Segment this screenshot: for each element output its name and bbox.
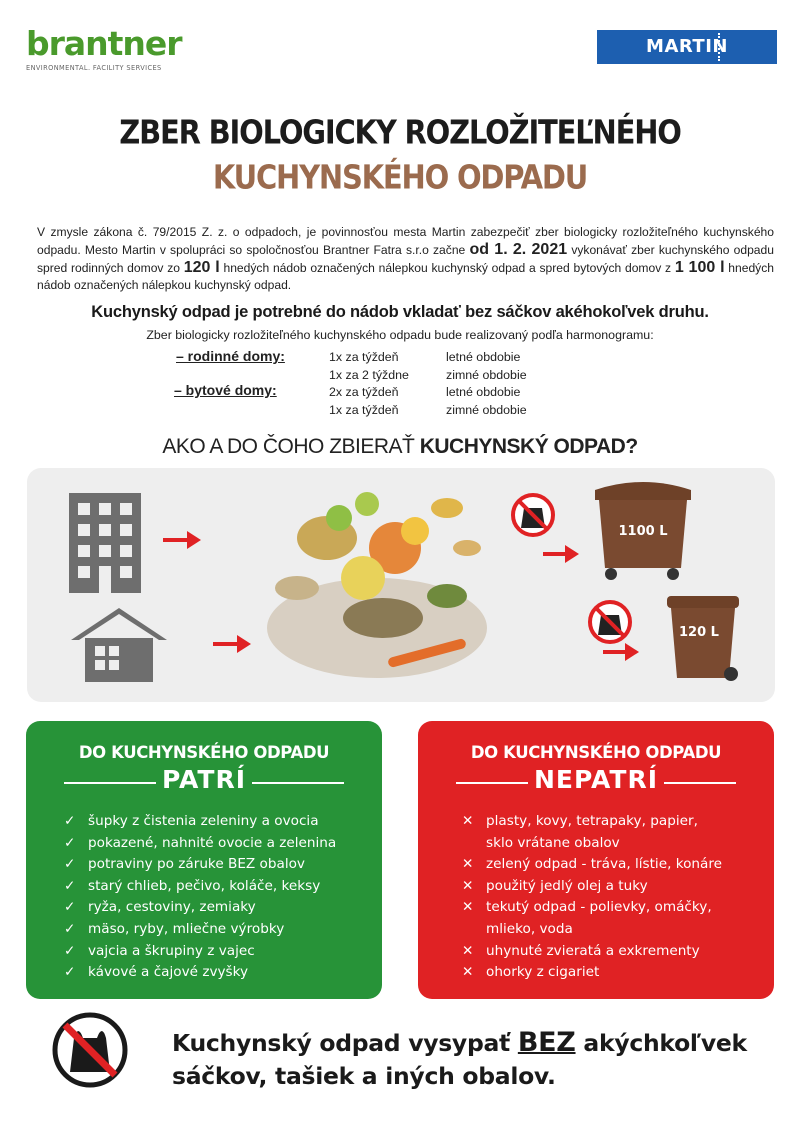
list-item (462, 919, 722, 941)
schedule-frequency: 1x za týždeň (329, 402, 399, 417)
arrow-right-icon (163, 531, 201, 549)
cross-icon: ✕ (462, 813, 474, 829)
list-item-text: mäso, ryby, mliečne výrobky (88, 920, 285, 937)
brantner-logo-word: brantner (26, 24, 182, 63)
intro-large-bin-size: 1 100 l (674, 259, 725, 276)
apartment-building-icon (69, 493, 141, 593)
schedule-period: letné obdobie (446, 350, 521, 364)
forbidden-list (462, 811, 722, 984)
allowed-list (64, 811, 336, 984)
allowed-items-box (26, 721, 382, 999)
list-item-text: ryža, cestoviny, zemiaky (88, 899, 256, 916)
bottom-message-part-1: Kuchynský odpad vysypať (172, 1029, 518, 1057)
small-bin-label: 120 L (679, 625, 719, 640)
allowed-subheading: PATRÍ (161, 765, 247, 794)
small-bin-icon (667, 596, 739, 681)
schedule-frequency: 2x za týždeň (329, 385, 399, 399)
how-to-emphasis: KUCHYNSKÝ ODPAD? (419, 435, 638, 458)
bottom-message-emphasis: BEZ (517, 1027, 576, 1058)
list-item (462, 854, 722, 876)
cross-icon: ✕ (462, 856, 474, 873)
check-icon: ✓ (64, 877, 76, 894)
intro-part-4: hnedých nádob označených nálepkou kuchynský odpad. (37, 261, 774, 292)
check-icon: ✓ (64, 920, 76, 937)
arrow-right-icon (603, 643, 639, 661)
cross-icon: ✕ (462, 964, 474, 981)
list-item (462, 833, 722, 855)
list-item (462, 897, 722, 919)
cross-icon: ✕ (462, 942, 474, 959)
house-icon (71, 608, 167, 682)
list-item-text: tekutý odpad - polievky, omáčky, (486, 899, 712, 916)
intro-small-bin-size: 120 l (183, 259, 220, 276)
schedule-apartment-houses-label: – bytové domy: (174, 382, 277, 398)
forbidden-heading: DO KUCHYNSKÉHO ODPADU (470, 743, 722, 762)
intro-paragraph (37, 224, 774, 294)
title-line-2: KUCHYNSKÉHO ODPADU (212, 157, 588, 197)
list-item (64, 941, 336, 963)
food-waste-image (267, 492, 487, 678)
bottom-message-part-2: akýchkoľvek (575, 1029, 747, 1057)
list-item (462, 876, 722, 898)
check-icon: ✓ (64, 834, 76, 851)
cross-icon: ✕ (462, 899, 474, 916)
forbidden-items-box (418, 721, 774, 999)
allowed-heading: DO KUCHYNSKÉHO ODPADU (78, 743, 330, 762)
schedule-frequency: 1x za týždeň (329, 350, 399, 364)
list-item-text: vajcia a škrupiny z vajec (88, 942, 255, 959)
arrow-right-icon (213, 635, 251, 653)
schedule-period: zimné obdobie (446, 367, 527, 382)
list-item-text: použitý jedlý olej a tuky (486, 877, 648, 894)
how-to-prefix: AKO A DO ČOHO ZBIERAŤ (162, 435, 420, 458)
list-item (64, 854, 336, 876)
title-line-1: ZBER BIOLOGICKY ROZLOŽITEĽNÉHO (119, 112, 681, 152)
intro-start-date: od 1. 2. 2021 (469, 241, 568, 258)
schedule-family-houses-label: – rodinné domy: (176, 348, 285, 364)
check-icon: ✓ (64, 813, 76, 829)
list-item (462, 941, 722, 963)
schedule-period: letné obdobie (446, 385, 521, 399)
divider (664, 782, 736, 784)
martin-logo-text: MARTIN (646, 36, 728, 57)
collection-illustration (27, 468, 775, 702)
forbidden-subheading-row (418, 765, 774, 799)
martin-logo (597, 30, 777, 64)
no-bags-notice: Kuchynský odpad je potrebné do nádob vkladať bez sáčkov akéhokoľvek druhu. (91, 303, 709, 321)
schedule-frequency: 1x za 2 týždne (329, 367, 409, 382)
list-item-text: potraviny po záruke BEZ obalov (88, 856, 305, 873)
no-bag-icon (50, 1010, 130, 1090)
forbidden-subheading: NEPATRÍ (533, 765, 659, 794)
intro-part-3: hnedých nádob označených nálepkou kuchynský odpad a spred bytových domov z (219, 261, 675, 275)
martin-logo-divider (718, 33, 720, 61)
no-bag-icon (590, 602, 630, 642)
schedule-period: zimné obdobie (446, 402, 527, 417)
list-item (462, 962, 722, 984)
large-bin-icon (595, 482, 691, 580)
list-item-text: uhynuté zvieratá a exkrementy (486, 942, 700, 959)
list-item (64, 919, 336, 941)
list-item-text: kávové a čajové zvyšky (88, 964, 249, 981)
intro-part-2: vykonávať zber kuchynského odpadu spred rodinných domov zo (37, 243, 774, 275)
illustration-svg (27, 468, 775, 702)
list-item-text: plasty, kovy, tetrapaky, papier, (486, 813, 698, 829)
check-icon: ✓ (64, 942, 76, 959)
brantner-tagline: ENVIRONMENTAL. FACILITY SERVICES (26, 64, 162, 72)
list-item (64, 811, 336, 833)
intro-part-1: V zmysle zákona č. 79/2015 Z. z. o odpadoch, je povinnosťou mesta Martin zabezpečiť zber biologicky rozložiteľného kuchynského odpadu. Mesto Martin v spolupráci so spoločnosťou Brantner Fatra s.r.o začne (37, 225, 774, 257)
list-item-text: starý chlieb, pečivo, koláče, keksy (88, 877, 321, 894)
brantner-logo (26, 26, 206, 78)
list-item-text: šupky z čistenia zeleniny a ovocia (88, 813, 319, 829)
list-item-text: sklo vrátane obalov (486, 834, 620, 851)
list-item (64, 962, 336, 984)
list-item-text: mlieko, voda (486, 920, 573, 937)
divider (252, 782, 344, 784)
how-to-heading (0, 435, 800, 459)
list-item (64, 897, 336, 919)
list-item-text: pokazené, nahnité ovocie a zelenina (88, 834, 337, 851)
bottom-message (172, 1026, 747, 1093)
large-bin-label: 1100 L (618, 524, 668, 539)
schedule-table (0, 349, 800, 421)
no-bag-icon (513, 495, 553, 535)
bottom-message-line-2: sáčkov, tašiek a iných obalov. (172, 1062, 556, 1090)
list-item (462, 811, 722, 833)
check-icon: ✓ (64, 964, 76, 981)
list-item (64, 876, 336, 898)
cross-icon: ✕ (462, 877, 474, 894)
arrow-right-icon (543, 545, 579, 563)
list-item (64, 833, 336, 855)
check-icon: ✓ (64, 856, 76, 873)
list-item-text: zelený odpad - tráva, lístie, konáre (486, 856, 723, 873)
list-item-text: ohorky z cigariet (486, 964, 600, 981)
check-icon: ✓ (64, 899, 76, 916)
allowed-subheading-row (26, 765, 382, 799)
schedule-intro: Zber biologicky rozložiteľného kuchynského odpadu bude realizovaný podľa harmonogramu: (146, 328, 654, 342)
